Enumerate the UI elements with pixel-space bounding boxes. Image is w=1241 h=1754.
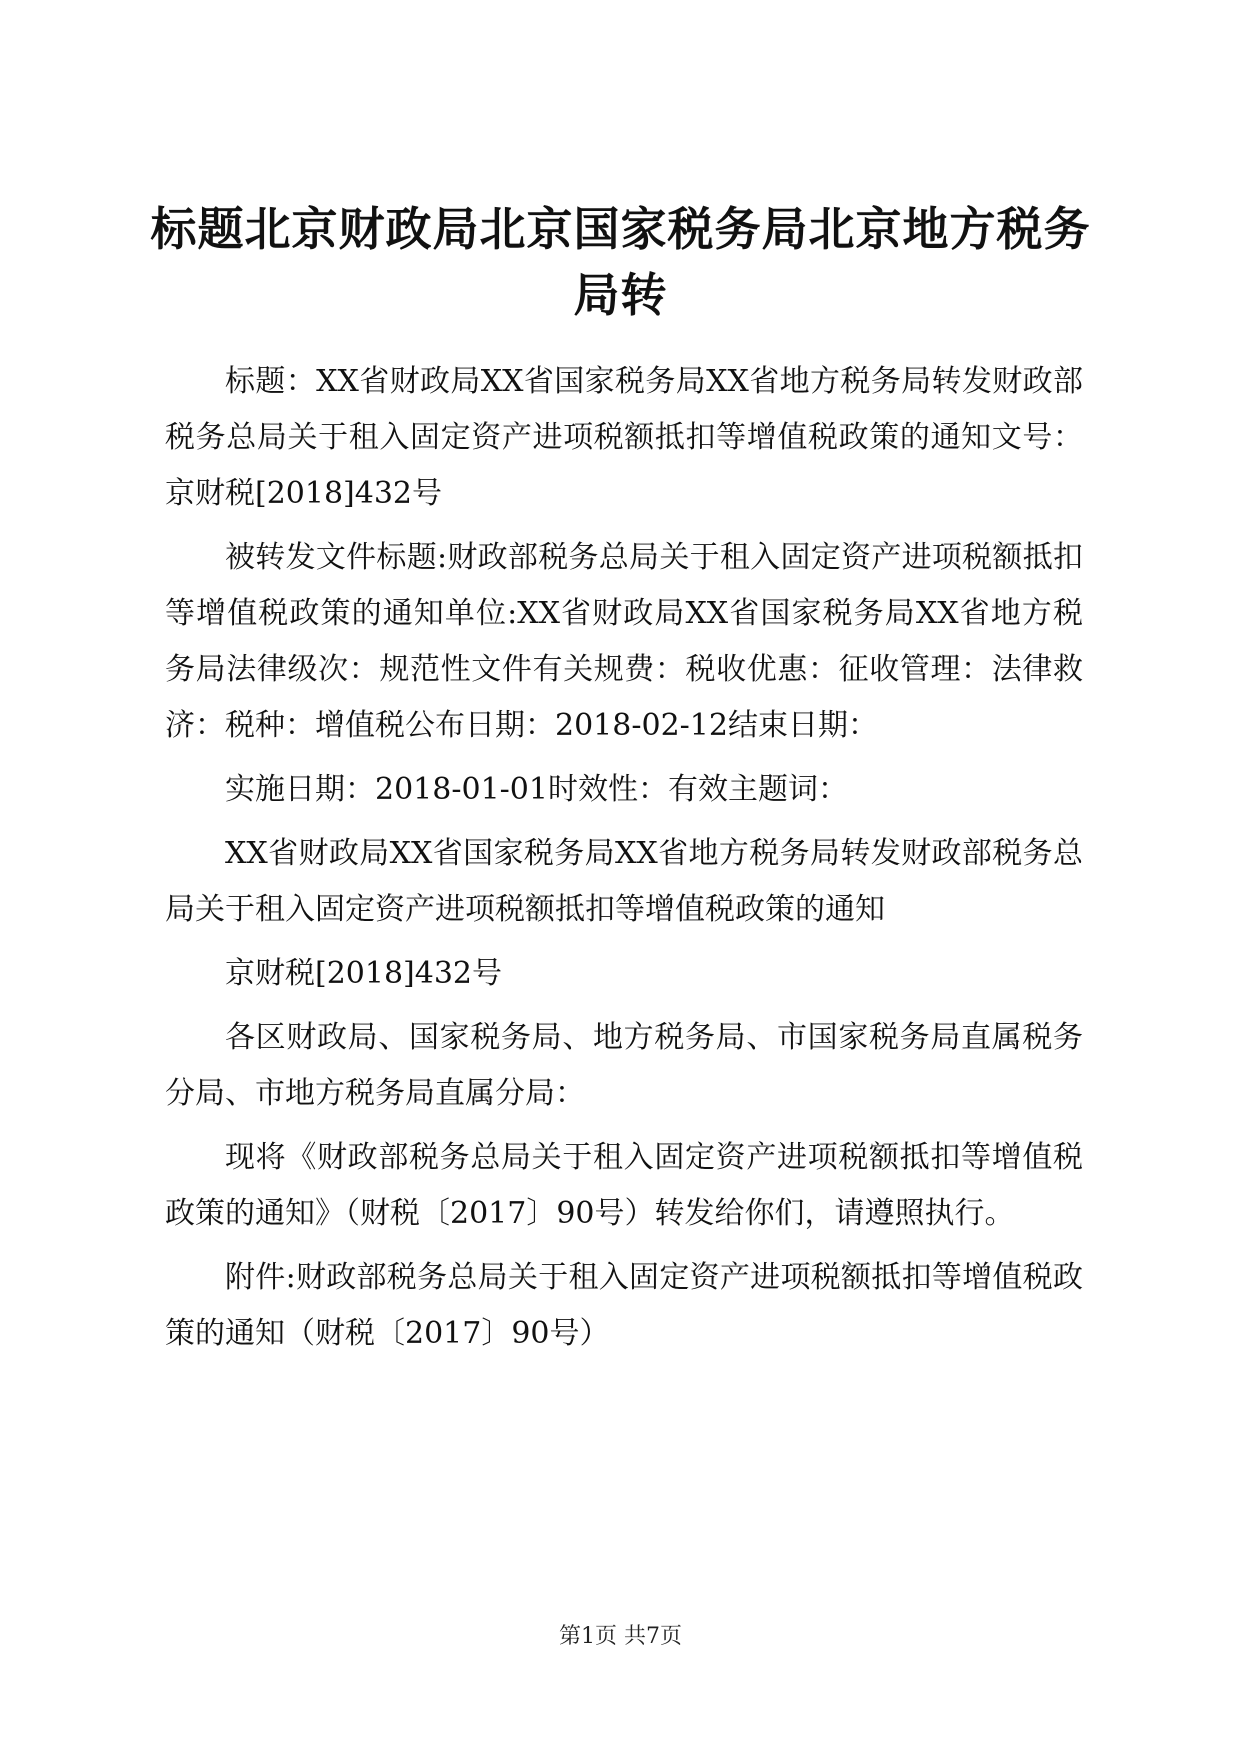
paragraph-forwarded-file-info: 被转发文件标题:财政部税务总局关于租入固定资产进项税额抵扣等增值税政策的通知单位:XX省财政局XX省国家税务局XX省地方税务局法律级次：规范性文件有关规费：税收优惠：征收管理：法律救济：税种：增值税公布日期：2018-02-12结束日期： <box>165 540 1083 743</box>
paragraph-effective-date: 实施日期：2018-01-01时效性：有效主题词： <box>225 772 848 807</box>
page-indicator: 第1页 共7页 <box>559 1624 682 1649</box>
paragraph-document-number: 京财税[2018]432号 <box>225 956 503 991</box>
paragraph-title-info: 标题：XX省财政局XX省国家税务局XX省地方税务局转发财政部税务总局关于租入固定资产进项税额抵扣等增值税政策的通知文号：京财税[2018]432号 <box>165 364 1083 511</box>
document-body <box>165 354 1083 1370</box>
paragraph-recipients: 各区财政局、国家税务局、地方税务局、市国家税务局直属税务分局、市地方税务局直属分局： <box>165 1020 1083 1111</box>
paragraph-notice-heading: XX省财政局XX省国家税务局XX省地方税务局转发财政部税务总局关于租入固定资产进项税额抵扣等增值税政策的通知 <box>165 836 1083 927</box>
document-title: 标题北京财政局北京国家税务局北京地方税务局转 <box>150 202 1091 322</box>
paragraph-instruction: 现将《财政部税务总局关于租入固定资产进项税额抵扣等增值税政策的通知》（财税〔2017〕90号）转发给你们，请遵照执行。 <box>165 1140 1083 1231</box>
paragraph-attachment: 附件:财政部税务总局关于租入固定资产进项税额抵扣等增值税政策的通知（财税〔2017〕90号） <box>165 1260 1083 1351</box>
